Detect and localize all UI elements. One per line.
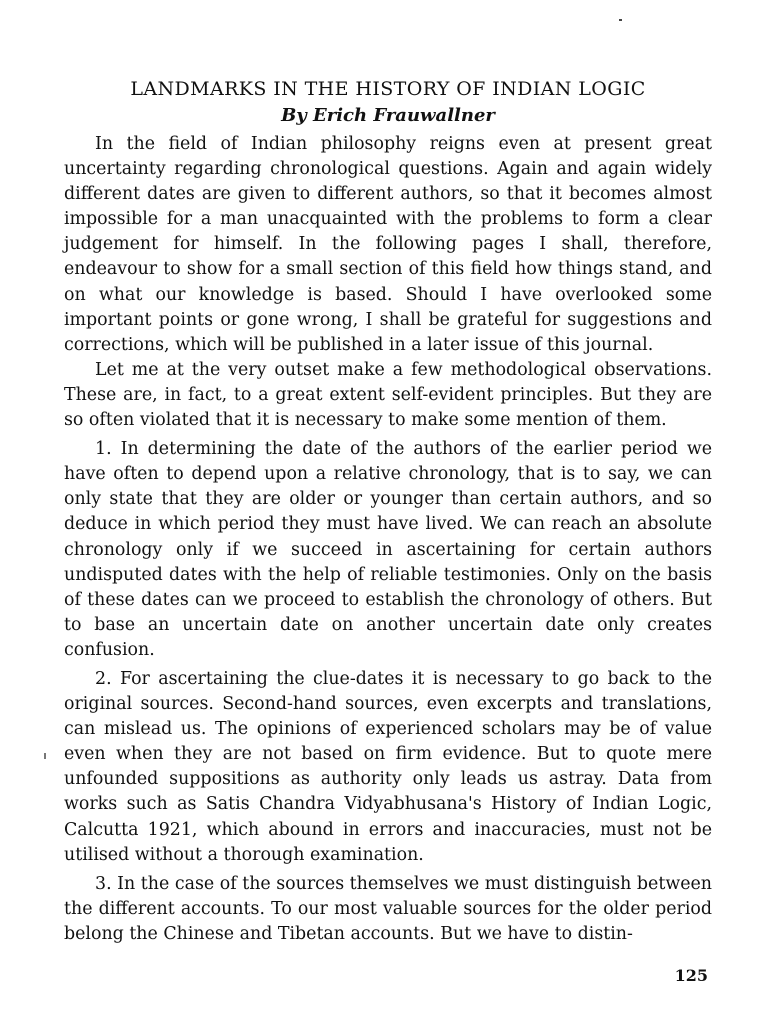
paragraph-point-2: 2. For ascertaining the clue-dates it is necessary to go back to the original sources. Second-hand sources, even excerpts and translations, can mislead us. The opinions of experienced scholars may be of value even when they are not based on firm evidence. But to quote mere unfounded suppositions as authority only leads us astray. Data from works such as Satis Chandra Vidyabhusana's History of Indian Logic, Calcutta 1921, which abound in errors and inaccuracies, must not be utilised without a thorough examination. (64, 668, 712, 865)
scan-speck-top (619, 19, 622, 21)
paragraph-method: Let me at the very outset make a few methodological observations. These are, in fact, to a great extent self-evident principles. But they are so often violated that it is necessary to make some mention of them. (64, 359, 712, 431)
article-title: LANDMARKS IN THE HISTORY OF INDIAN LOGIC (130, 78, 646, 100)
paragraph-point-3: 3. In the case of the sources themselves we must distinguish between the different accounts. To our most valuable sources for the older period belong the Chinese and Tibetan accounts. But we have to distin- (64, 873, 712, 944)
article-page (64, 76, 712, 947)
page-number: 125 (674, 966, 708, 985)
paragraph-point-1: 1. In determining the date of the authors of the earlier period we have often to depend upon a relative chronology, that is to say, we can only state that they are older or younger than certain authors, and so deduce in which period they must have lived. We can reach an absolute chronology only if we succeed in ascertaining for certain authors undisputed dates with the help of reliable testimonies. Only on the basis of these dates can we proceed to establish the chronology of others. But to base an uncertain date on another uncertain date only creates confusion. (64, 439, 712, 660)
paragraph-intro: In the field of Indian philosophy reigns even at present great uncertainty regarding chronological questions. Again and again widely different dates are given to different authors, so that it becomes almost impossible for a man unacquainted with the problems to form a clear judgement for himself. In the following pages I shall, therefore, endeavour to show for a small section of this field how things stand, and on what our knowledge is based. Should I have overlooked some important points or gone wrong, I shall be grateful for suggestions and corrections, which will be published in a later issue of this journal. (64, 134, 712, 355)
scan-speck-margin (44, 753, 46, 759)
article-byline: By Erich Frauwallner (281, 105, 495, 126)
